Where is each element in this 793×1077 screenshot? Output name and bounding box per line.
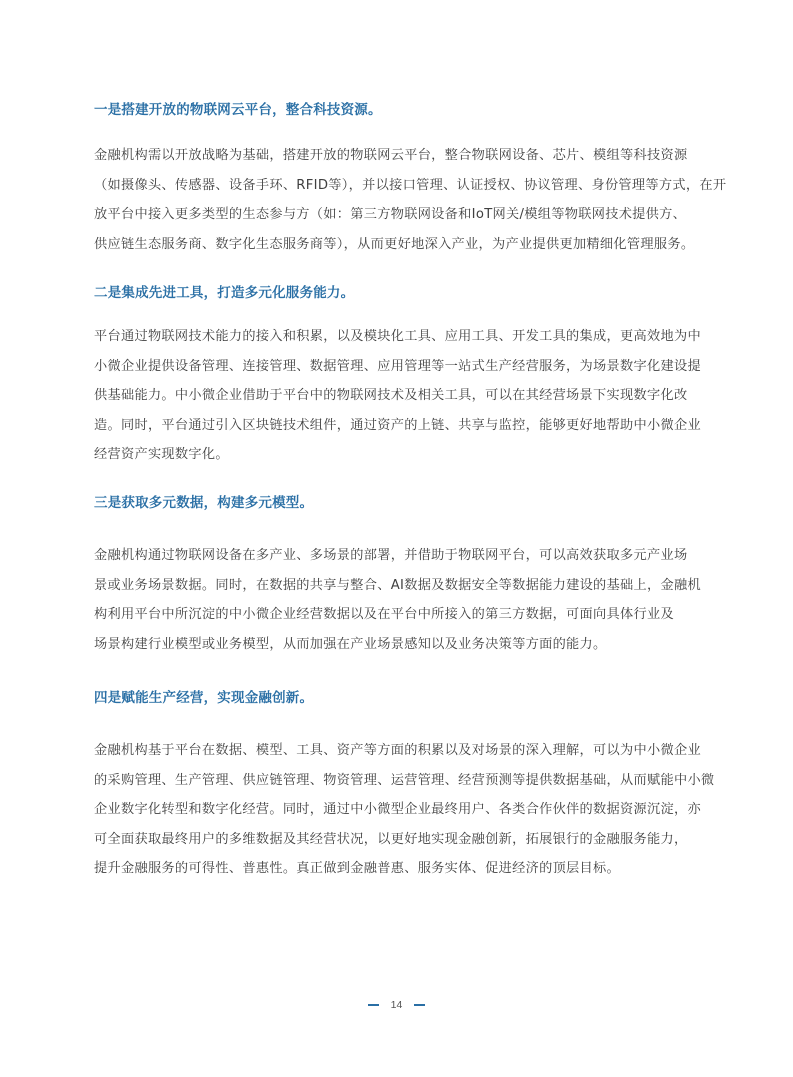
section-paragraph — [94, 541, 704, 659]
paragraph-line: 的采购管理、生产管理、供应链管理、物资管理、运营管理、经营预测等提供数据基础，从而赋能中小微 — [94, 772, 715, 788]
section-3 — [94, 494, 704, 512]
paragraph-line: 金融机构需以开放战略为基础，搭建开放的物联网云平台，整合物联网设备、芯片、模组等科技资源 — [94, 148, 688, 163]
paragraph-line: 造。同时，平台通过引入区块链技术组件，通过资产的上链、共享与监控，能够更好地帮助中小微企业 — [94, 417, 701, 433]
section-4-body — [94, 736, 715, 884]
footer-dash-right — [414, 1004, 425, 1006]
section-1 — [94, 101, 704, 119]
section-2-body — [94, 322, 704, 470]
page-number: 14 — [390, 999, 403, 1011]
section-heading: 二是集成先进工具，打造多元化服务能力。 — [94, 285, 355, 301]
paragraph-line: 企业数字化转型和数字化经营。同时，通过中小微型企业最终用户、各类合作伙伴的数据资源沉淀，亦 — [94, 802, 701, 817]
paragraph-line: 金融机构通过物联网设备在多产业、多场景的部署，并借助于物联网平台，可以高效获取多元产业场 — [94, 548, 688, 563]
paragraph-line: 小微企业提供设备管理、连接管理、数据管理、应用管理等一站式生产经营服务，为场景数字化建设提 — [94, 358, 701, 374]
paragraph-line: 平台通过物联网技术能力的接入和积累，以及模块化工具、应用工具、开发工具的集成，更高效地为中 — [94, 329, 701, 344]
section-1-body — [94, 141, 727, 259]
footer-dash-left — [368, 1004, 379, 1006]
section-paragraph — [94, 322, 704, 470]
paragraph-line: 金融机构基于平台在数据、模型、工具、资产等方面的积累以及对场景的深入理解，可以为中小微企业 — [94, 743, 701, 758]
paragraph-line: （如摄像头、传感器、设备手环、RFID等），并以接口管理、认证授权、协议管理、身份管理等方式，在开 — [94, 177, 727, 193]
section-heading: 一是搭建开放的物联网云平台，整合科技资源。 — [94, 102, 382, 118]
section-4 — [94, 689, 704, 707]
paragraph-line: 供应链生态服务商、数字化生态服务商等），从而更好地深入产业，为产业提供更加精细化管理服务。 — [94, 236, 695, 252]
section-heading: 四是赋能生产经营，实现金融创新。 — [94, 690, 314, 706]
paragraph-line: 场景构建行业模型或业务模型，从而加强在产业场景感知以及业务决策等方面的能力。 — [94, 636, 607, 652]
paragraph-line: 景或业务场景数据。同时，在数据的共享与整合、AI数据及数据安全等数据能力建设的基础上，金融机 — [94, 577, 701, 593]
paragraph-line: 构利用平台中所沉淀的中小微企业经营数据以及在平台中所接入的第三方数据，可面向具体行业及 — [94, 607, 674, 622]
section-3-body — [94, 541, 704, 659]
paragraph-line: 提升金融服务的可得性、普惠性。真正做到金融普惠、服务实体、促进经济的顶层目标。 — [94, 861, 621, 876]
section-heading: 三是获取多元数据，构建多元模型。 — [94, 495, 314, 511]
paragraph-line: 供基础能力。中小微企业借助于平台中的物联网技术及相关工具，可以在其经营场景下实现数字化改 — [94, 388, 688, 403]
page-footer — [0, 999, 793, 1011]
paragraph-line: 可全面获取最终用户的多维数据及其经营状况，以更好地实现金融创新，拓展银行的金融服务能力， — [94, 831, 688, 847]
section-paragraph — [94, 736, 715, 884]
paragraph-line: 经营资产实现数字化。 — [94, 447, 229, 462]
section-2 — [94, 284, 704, 302]
section-paragraph — [94, 141, 727, 259]
paragraph-line: 放平台中接入更多类型的生态参与方（如：第三方物联网设备和IoT网关/模组等物联网技术提供方、 — [94, 207, 687, 222]
